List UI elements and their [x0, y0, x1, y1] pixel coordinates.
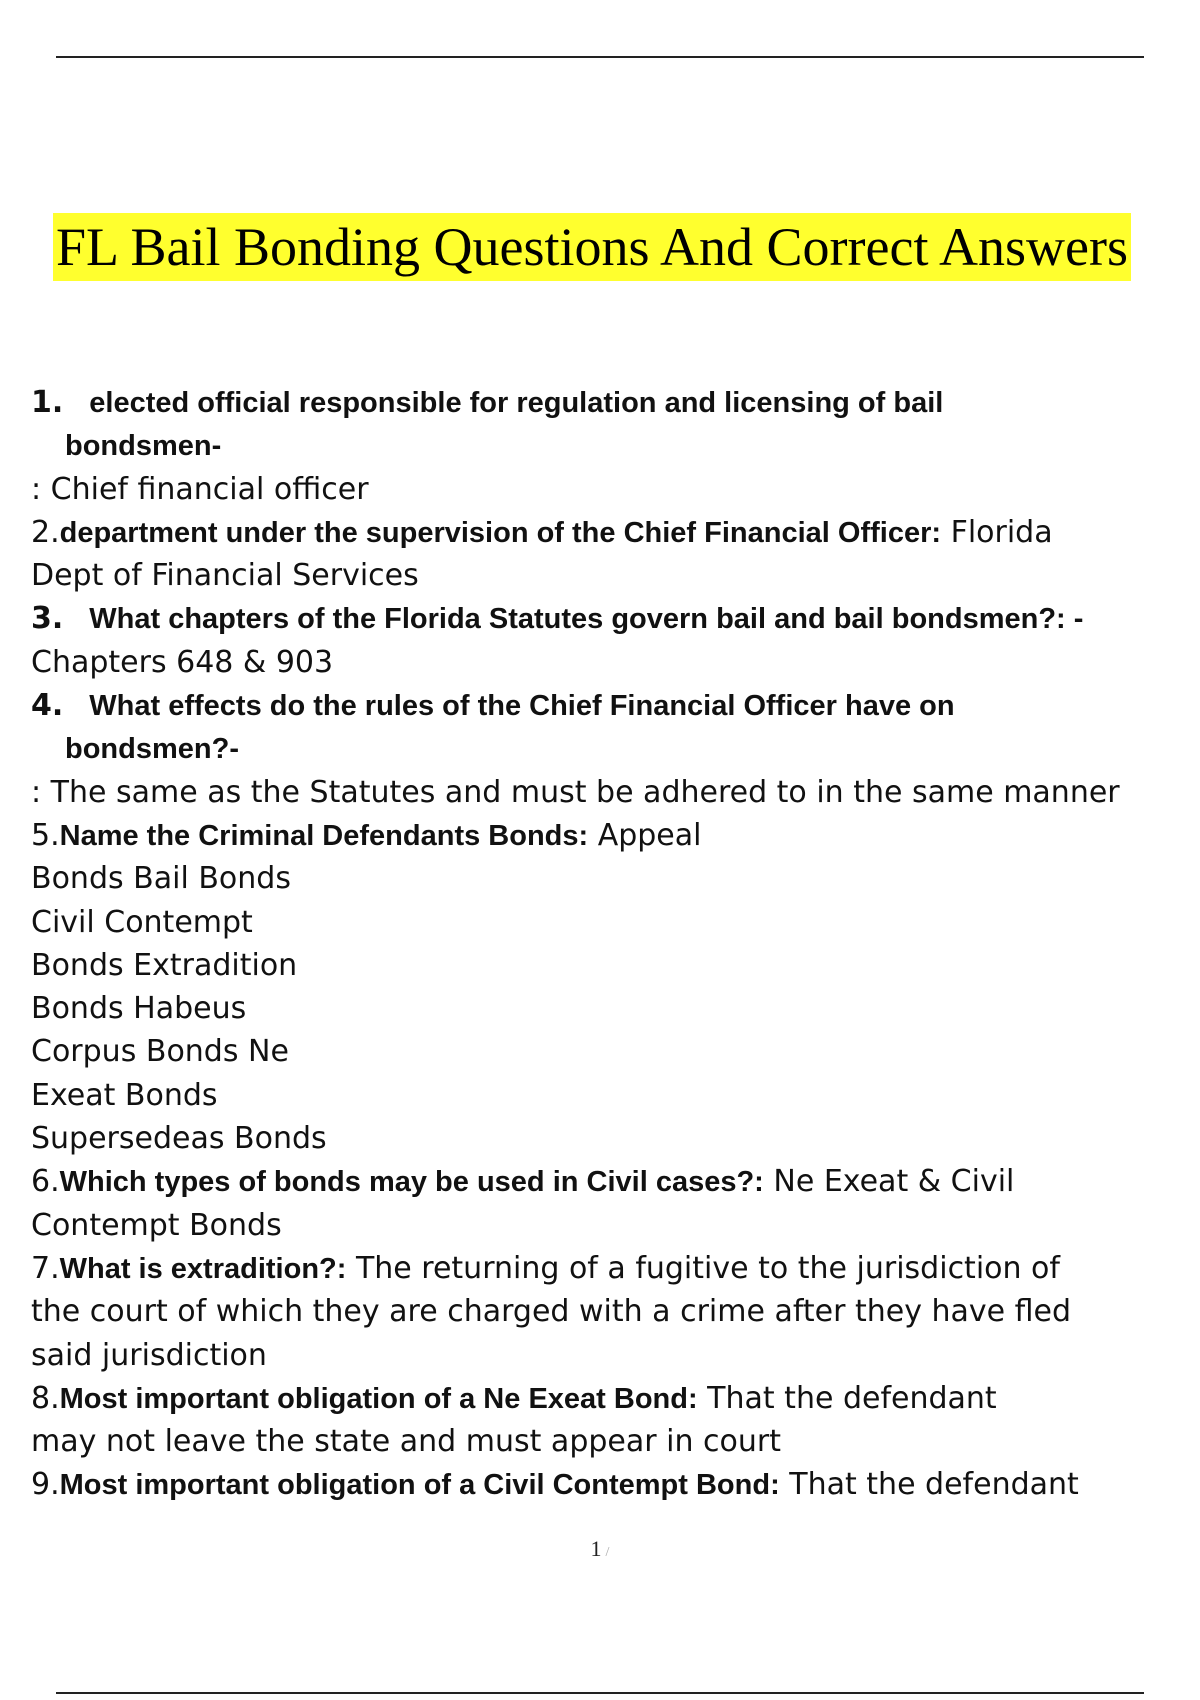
question-text: What is extradition?:: [59, 1252, 347, 1285]
answer-5-line: Supersedeas Bonds: [31, 1121, 327, 1157]
answer-5-line: Corpus Bonds Ne: [31, 1034, 289, 1070]
question-1: [31, 381, 1199, 424]
answer-5-line: Exeat Bonds: [31, 1077, 218, 1113]
question-text: What chapters of the Florida Statutes govern bail and bail bondsmen?: -: [89, 603, 1084, 636]
question-number: 5.: [31, 817, 60, 853]
question-5: [31, 814, 1199, 857]
question-number: 9.: [31, 1467, 60, 1503]
question-text: Most important obligation of a Ne Exeat Bond:: [59, 1382, 698, 1415]
question-text: bondsmen-: [65, 430, 222, 463]
question-number: 6.: [31, 1164, 60, 1200]
answer-6: Contempt Bonds: [31, 1207, 282, 1243]
question-1-cont: [31, 424, 1199, 467]
answer-7: the court of which they are charged with a crime after they have fled: [31, 1294, 1072, 1330]
answer-text: Ne Exeat & Civil: [763, 1164, 1015, 1200]
answer-5-line: Civil Contempt: [31, 904, 253, 940]
answer-1: : Chief financial officer: [31, 471, 369, 507]
question-text: Most important obligation of a Civil Contempt Bond:: [59, 1469, 780, 1502]
question-number: 7.: [31, 1250, 60, 1286]
question-number: 1.: [31, 385, 64, 420]
top-rule: [56, 56, 1144, 58]
answer-2: Dept of Financial Services: [31, 558, 419, 594]
answer-4: : The same as the Statutes and must be adhered to in the same manner: [31, 774, 1120, 810]
question-4-cont: [31, 727, 1199, 770]
question-number: 2.: [31, 514, 60, 550]
page-number-value: 1: [590, 1536, 602, 1561]
answer-text: That the defendant: [779, 1467, 1079, 1503]
answer-5-line: Bonds Extradition: [31, 947, 298, 983]
question-text: department under the supervision of the Chief Financial Officer:: [59, 516, 942, 549]
question-4: [31, 684, 1199, 727]
question-text: elected official responsible for regulation and licensing of bail: [89, 387, 944, 419]
question-6: [31, 1160, 1199, 1203]
document-title: FL Bail Bonding Questions And Correct Answers: [53, 213, 1131, 281]
question-9: [31, 1463, 1199, 1506]
qa-list: [31, 381, 1199, 1507]
answer-text: That the defendant: [697, 1380, 997, 1416]
answer-5-line: Bonds Habeus: [31, 991, 247, 1027]
answer-text: The returning of a fugitive to the jurisdiction of: [346, 1250, 1060, 1286]
title-block: [53, 213, 1131, 281]
page-number-suffix: /: [605, 1545, 610, 1560]
question-7: [31, 1247, 1199, 1290]
question-2: [31, 511, 1199, 554]
question-text: What effects do the rules of the Chief Financial Officer have on: [89, 690, 955, 723]
page-number: [0, 1536, 1200, 1562]
answer-text: Florida: [941, 514, 1053, 550]
question-8: [31, 1377, 1199, 1420]
question-number: 8.: [31, 1380, 60, 1416]
question-number: 4.: [31, 688, 64, 724]
question-text: bondsmen?-: [65, 733, 239, 766]
answer-3: Chapters 648 & 903: [31, 644, 334, 680]
answer-5-line: Bonds Bail Bonds: [31, 861, 291, 897]
question-text: Name the Criminal Defendants Bonds:: [59, 819, 589, 852]
question-number: 3.: [31, 601, 64, 637]
answer-8: may not leave the state and must appear in court: [31, 1424, 781, 1460]
bottom-rule: [56, 1692, 1144, 1694]
question-text: Which types of bonds may be used in Civil cases?:: [59, 1166, 764, 1199]
answer-text: Appeal: [588, 817, 702, 853]
question-3: [31, 597, 1199, 640]
answer-7: said jurisdiction: [31, 1337, 267, 1373]
